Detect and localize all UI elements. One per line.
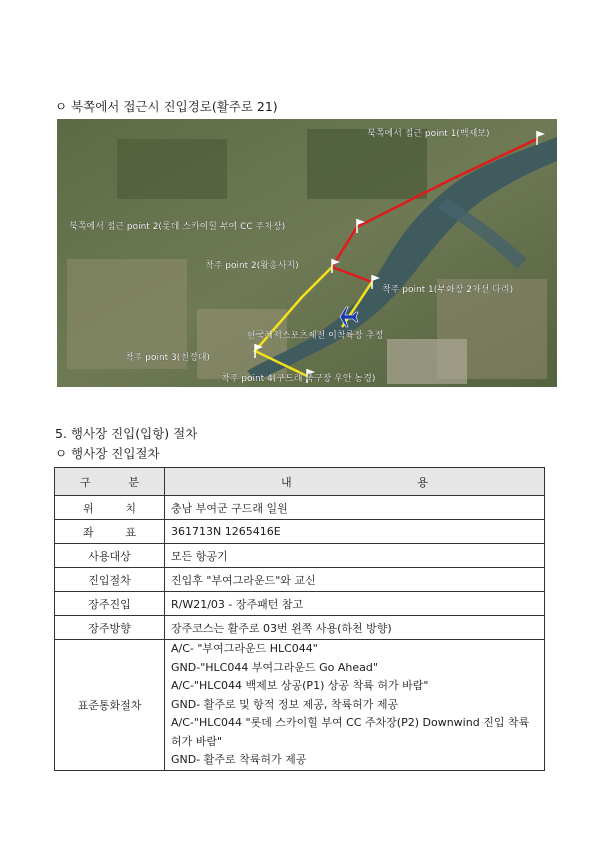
comm-line: A/C- "부여그라운드 HLC044" [171,642,318,655]
comm-line: 허가 바람" [171,734,223,748]
row-label-coordinates: 좌 표 [55,520,165,544]
approach-route-map [57,119,557,387]
row-value-location: 충남 부여군 구드래 일원 [165,496,545,520]
row-label-target: 사용대상 [55,544,165,568]
table-row [55,520,545,544]
row-label-entry: 진입절차 [55,568,165,592]
row-value-target: 모든 항공기 [165,544,545,568]
header-category: 구 분 [55,468,165,496]
map-svg [57,119,557,387]
label-airfield: 한국레저스포츠제전 이착륙장 추정 [247,331,384,341]
entry-procedure-subtitle: ㅇ 행사장 진입절차 [55,446,160,461]
section-5-title: 5. 행사장 진입(입항) 절차 [55,426,198,441]
table-row [55,616,545,640]
table-row [55,592,545,616]
row-label-pattern-direction: 장주방향 [55,616,165,640]
table-row [55,496,545,520]
comm-line: GND- 활주로 착륙허가 제공 [171,753,307,766]
row-label-pattern-entry: 장주진입 [55,592,165,616]
row-value-entry: 진입후 "부여그라운드"와 교신 [165,568,545,592]
comm-line: A/C-"HLC044 "롯데 스카이힐 부여 CC 주차장(P2) Downwind 진입 착륙 [171,716,530,729]
label-landing-point-4: 착주 point 4(구드래 축구장 우안 농경) [221,374,376,384]
table-header-row [55,468,545,496]
table-row [55,544,545,568]
label-approach-point-1: 북쪽에서 접근 point 1(백제보) [367,129,490,139]
section-north-title: ㅇ 북쪽에서 접근시 진입경로(활주로 21) [55,99,278,114]
label-landing-point-1: 착주 point 1(부화장 2차선 다리) [382,285,514,295]
entry-procedure-table [54,467,545,771]
row-value-pattern-entry: R/W21/03 - 장주패턴 참고 [165,592,545,616]
comm-line: GND- 활주로 및 항적 정보 제공, 착륙허가 제공 [171,697,399,711]
table-row [55,640,545,771]
row-value-coordinates: 361713N 1265416E [165,520,545,544]
row-label-location: 위 치 [55,496,165,520]
label-landing-point-2: 착주 point 2(왕흥사지) [205,261,299,271]
comm-line: GND-"HLC044 부여그라운드 Go Ahead" [171,660,378,674]
row-value-pattern-direction: 장주코스는 활주로 03번 왼쪽 사용(하천 방향) [165,616,545,640]
table-row [55,568,545,592]
header-content: 내 용 [165,468,545,496]
label-landing-point-3: 착주 point 3(천정대) [125,353,210,363]
row-label-comm: 표준통화절차 [55,640,165,771]
label-approach-point-2: 북쪽에서 접근 point 2(롯데 스카이힐 부여 CC 주차장) [69,222,286,232]
comm-line: A/C-"HLC044 백제보 상공(P1) 상공 착륙 허가 바람" [171,679,429,692]
row-value-comm [165,640,545,771]
